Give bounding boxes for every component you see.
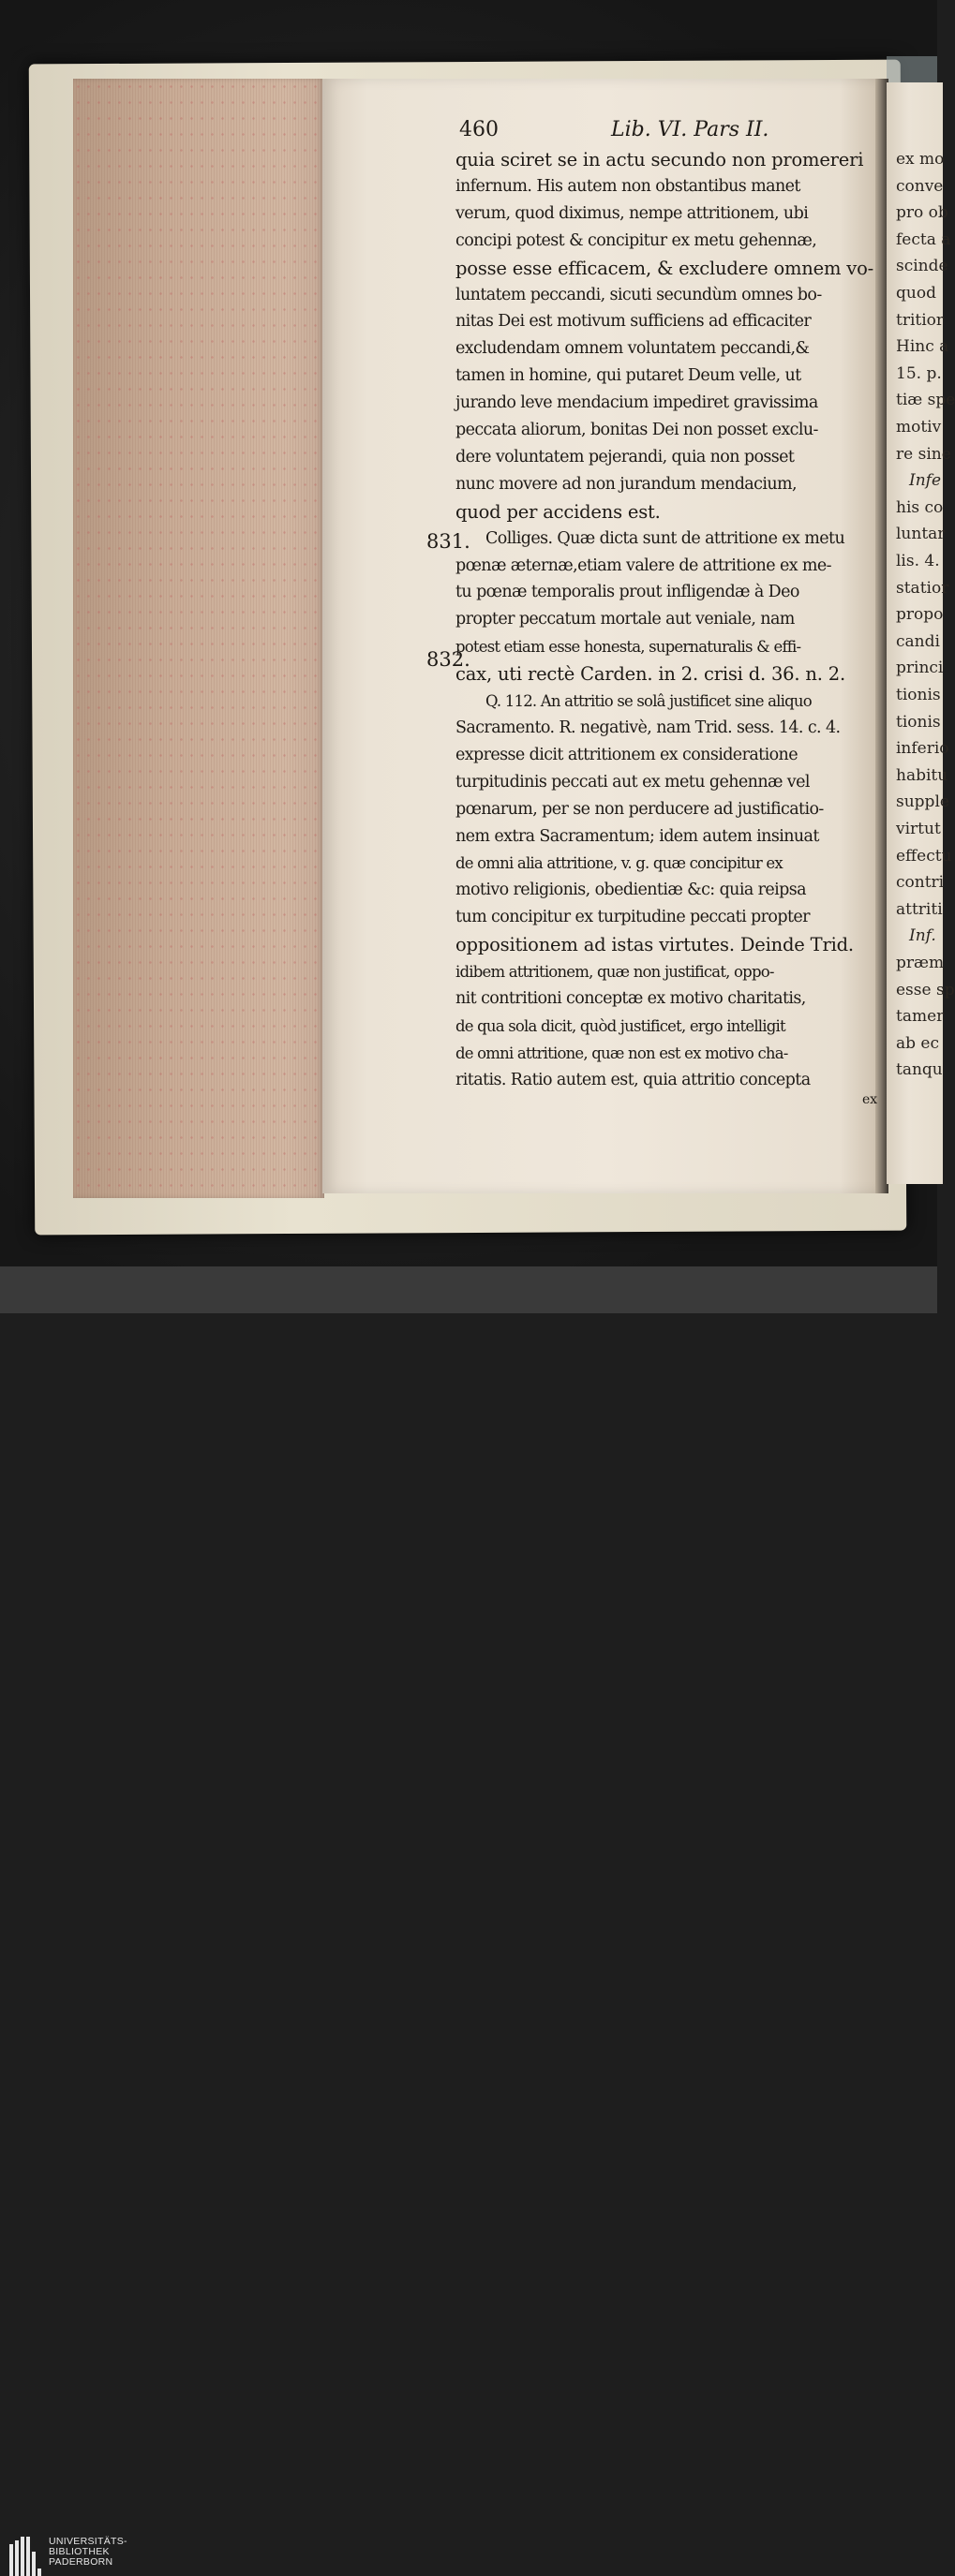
text-line: idibem attritionem, quæ non justificat, oppo- [455,963,774,981]
text-line: luntatem peccandi, sicuti secundùm omnes bo- [455,285,822,304]
facing-page-fragment: tiæ spe [896,391,955,410]
facing-page-fragment: præm [896,954,945,972]
facing-page-fragment: esse sp [896,980,955,999]
facing-page-fragment: ex mo [896,150,945,169]
text-line: dere voluntatem pejerandi, quia non posset [455,447,795,466]
facing-page-fragment: tamer [896,1007,945,1027]
facing-page-fragment: effectu [896,846,952,866]
page-fore-edge [73,79,324,1198]
logo-line-1: UNIVERSITÄTS- [49,2536,127,2547]
page-number: 460 [459,118,499,141]
facing-page-fragment: fecta a [896,229,951,249]
text-line: posse esse efficacem, & excludere omnem vo- [455,257,874,279]
facing-page [887,82,955,1184]
text-line: de omni attritione, quæ non est ex motivo cha- [455,1044,788,1062]
facing-page-fragment: supple [896,792,949,812]
facing-page-fragment: re sine [896,444,951,464]
facing-page-fragment: quod [896,284,936,303]
text-line: quia sciret se in actu secundo non promereri [455,149,864,170]
facing-page-fragment: his co [896,497,944,517]
margin-number-832: 832. [426,648,470,671]
facing-page-fragment: princi [896,659,944,678]
facing-page-fragment: 15. p. [896,363,942,383]
running-title: Lib. VI. Pars II. [611,118,769,141]
facing-page-fragment: Hinc a [896,337,949,357]
text-line: oppositionem ad istas virtutes. Deinde Trid. [455,934,854,956]
facing-page-fragment: propo [896,605,944,625]
facing-page-fragment: Infe [909,471,942,491]
text-line: turpitudinis peccati aut ex metu gehennæ vel [455,772,810,792]
text-line: de omni alia attritione, v. g. quæ concipitur ex [455,854,783,873]
facing-page-fragment: conve [896,176,944,196]
facing-page-fragment: tionis [896,686,941,704]
text-line: Colliges. Quæ dicta sunt de attritione ex metu [485,528,845,548]
margin-number-831: 831. [426,530,470,553]
facing-page-fragment: habitu [896,765,948,785]
facing-page-fragment: candi [896,631,940,651]
facing-page-fragment: contri [896,873,945,893]
text-line: tamen in homine, qui putaret Deum velle, ut [455,366,801,386]
facing-page-fragment: tanqu [896,1060,943,1080]
text-line: cax, uti rectè Carden. in 2. crisi d. 36. n. 2. [455,663,845,686]
text-line: ex [862,1091,877,1107]
text-line: pœnarum, per se non perducere ad justificatio- [455,799,824,819]
text-line: ritatis. Ratio autem est, quia attritio concepta [455,1070,811,1089]
facing-page-fragment: pro ob [896,203,948,223]
text-line: nitas Dei est motivum sufficiens ad efficaciter [455,312,812,332]
text-line: tum concipitur ex turpitudine peccati propter [455,908,810,927]
facing-page-fragment: inferio [896,739,949,759]
text-line: propter peccatum mortale aut veniale, nam [455,610,795,629]
text-line: Q. 112. An attritio se solâ justificet sine aliquo [485,692,812,710]
text-line: peccata aliorum, bonitas Dei non posset exclu- [455,421,818,439]
library-logo-icon [9,2537,43,2576]
book-scan [0,0,955,1266]
text-line: nem extra Sacramentum; idem autem insinuat [455,826,819,846]
text-line: excludendam omnem voluntatem peccandi,& [455,339,810,359]
logo-line-3: PADERBORN [49,2556,113,2568]
text-line: nunc movere ad non jurandum mendacium, [455,474,797,494]
text-line: motivo religionis, obedientiæ &c: quia reipsa [455,881,806,900]
text-line: jurando leve mendacium impediret gravissima [455,393,818,413]
text-line: de qua sola dicit, quòd justificet, ergo intelligit [455,1016,785,1035]
facing-page-fragment: luntar [896,525,946,544]
facing-page-fragment: virtut [896,820,941,838]
facing-page-fragment: motiv [896,418,942,437]
text-line: expresse dicit attritionem ex consideratione [455,745,798,764]
footer-bar [0,1266,937,2568]
facing-page-fragment: tionis [896,712,941,732]
text-line: infernum. His autem non obstantibus manet [455,176,800,196]
facing-page-fragment: tritior [896,310,945,330]
text-line: Sacramento. R. negativè, nam Trid. sess. 14. c. 4. [455,718,841,737]
logo-line-2: BIBLIOTHEK [49,2546,110,2557]
text-line: verum, quod diximus, nempe attritionem, ubi [455,203,809,223]
text-line: pœnæ æternæ,etiam valere de attritione ex me- [455,555,831,575]
facing-page-fragment: ab ec [896,1033,940,1053]
facing-page-fragment: statior [896,578,949,598]
text-line: potest etiam esse honesta, supernaturalis & effi- [455,638,801,657]
text-line: concipi potest & concipitur ex metu gehennæ, [455,230,817,250]
facing-page-fragment: lis. 4. [896,552,940,570]
text-line: tu pœnæ temporalis prout infligendæ à Deo [455,583,799,602]
text-line: nit contritioni conceptæ ex motivo charitatis, [455,988,806,1008]
text-line: quod per accidens est. [455,500,661,523]
facing-page-fragment: attriti [896,899,943,919]
library-logo-text [49,2537,127,2568]
facing-page-fragment: Inf. [909,926,936,946]
facing-page-fragment: scinde [896,257,948,276]
